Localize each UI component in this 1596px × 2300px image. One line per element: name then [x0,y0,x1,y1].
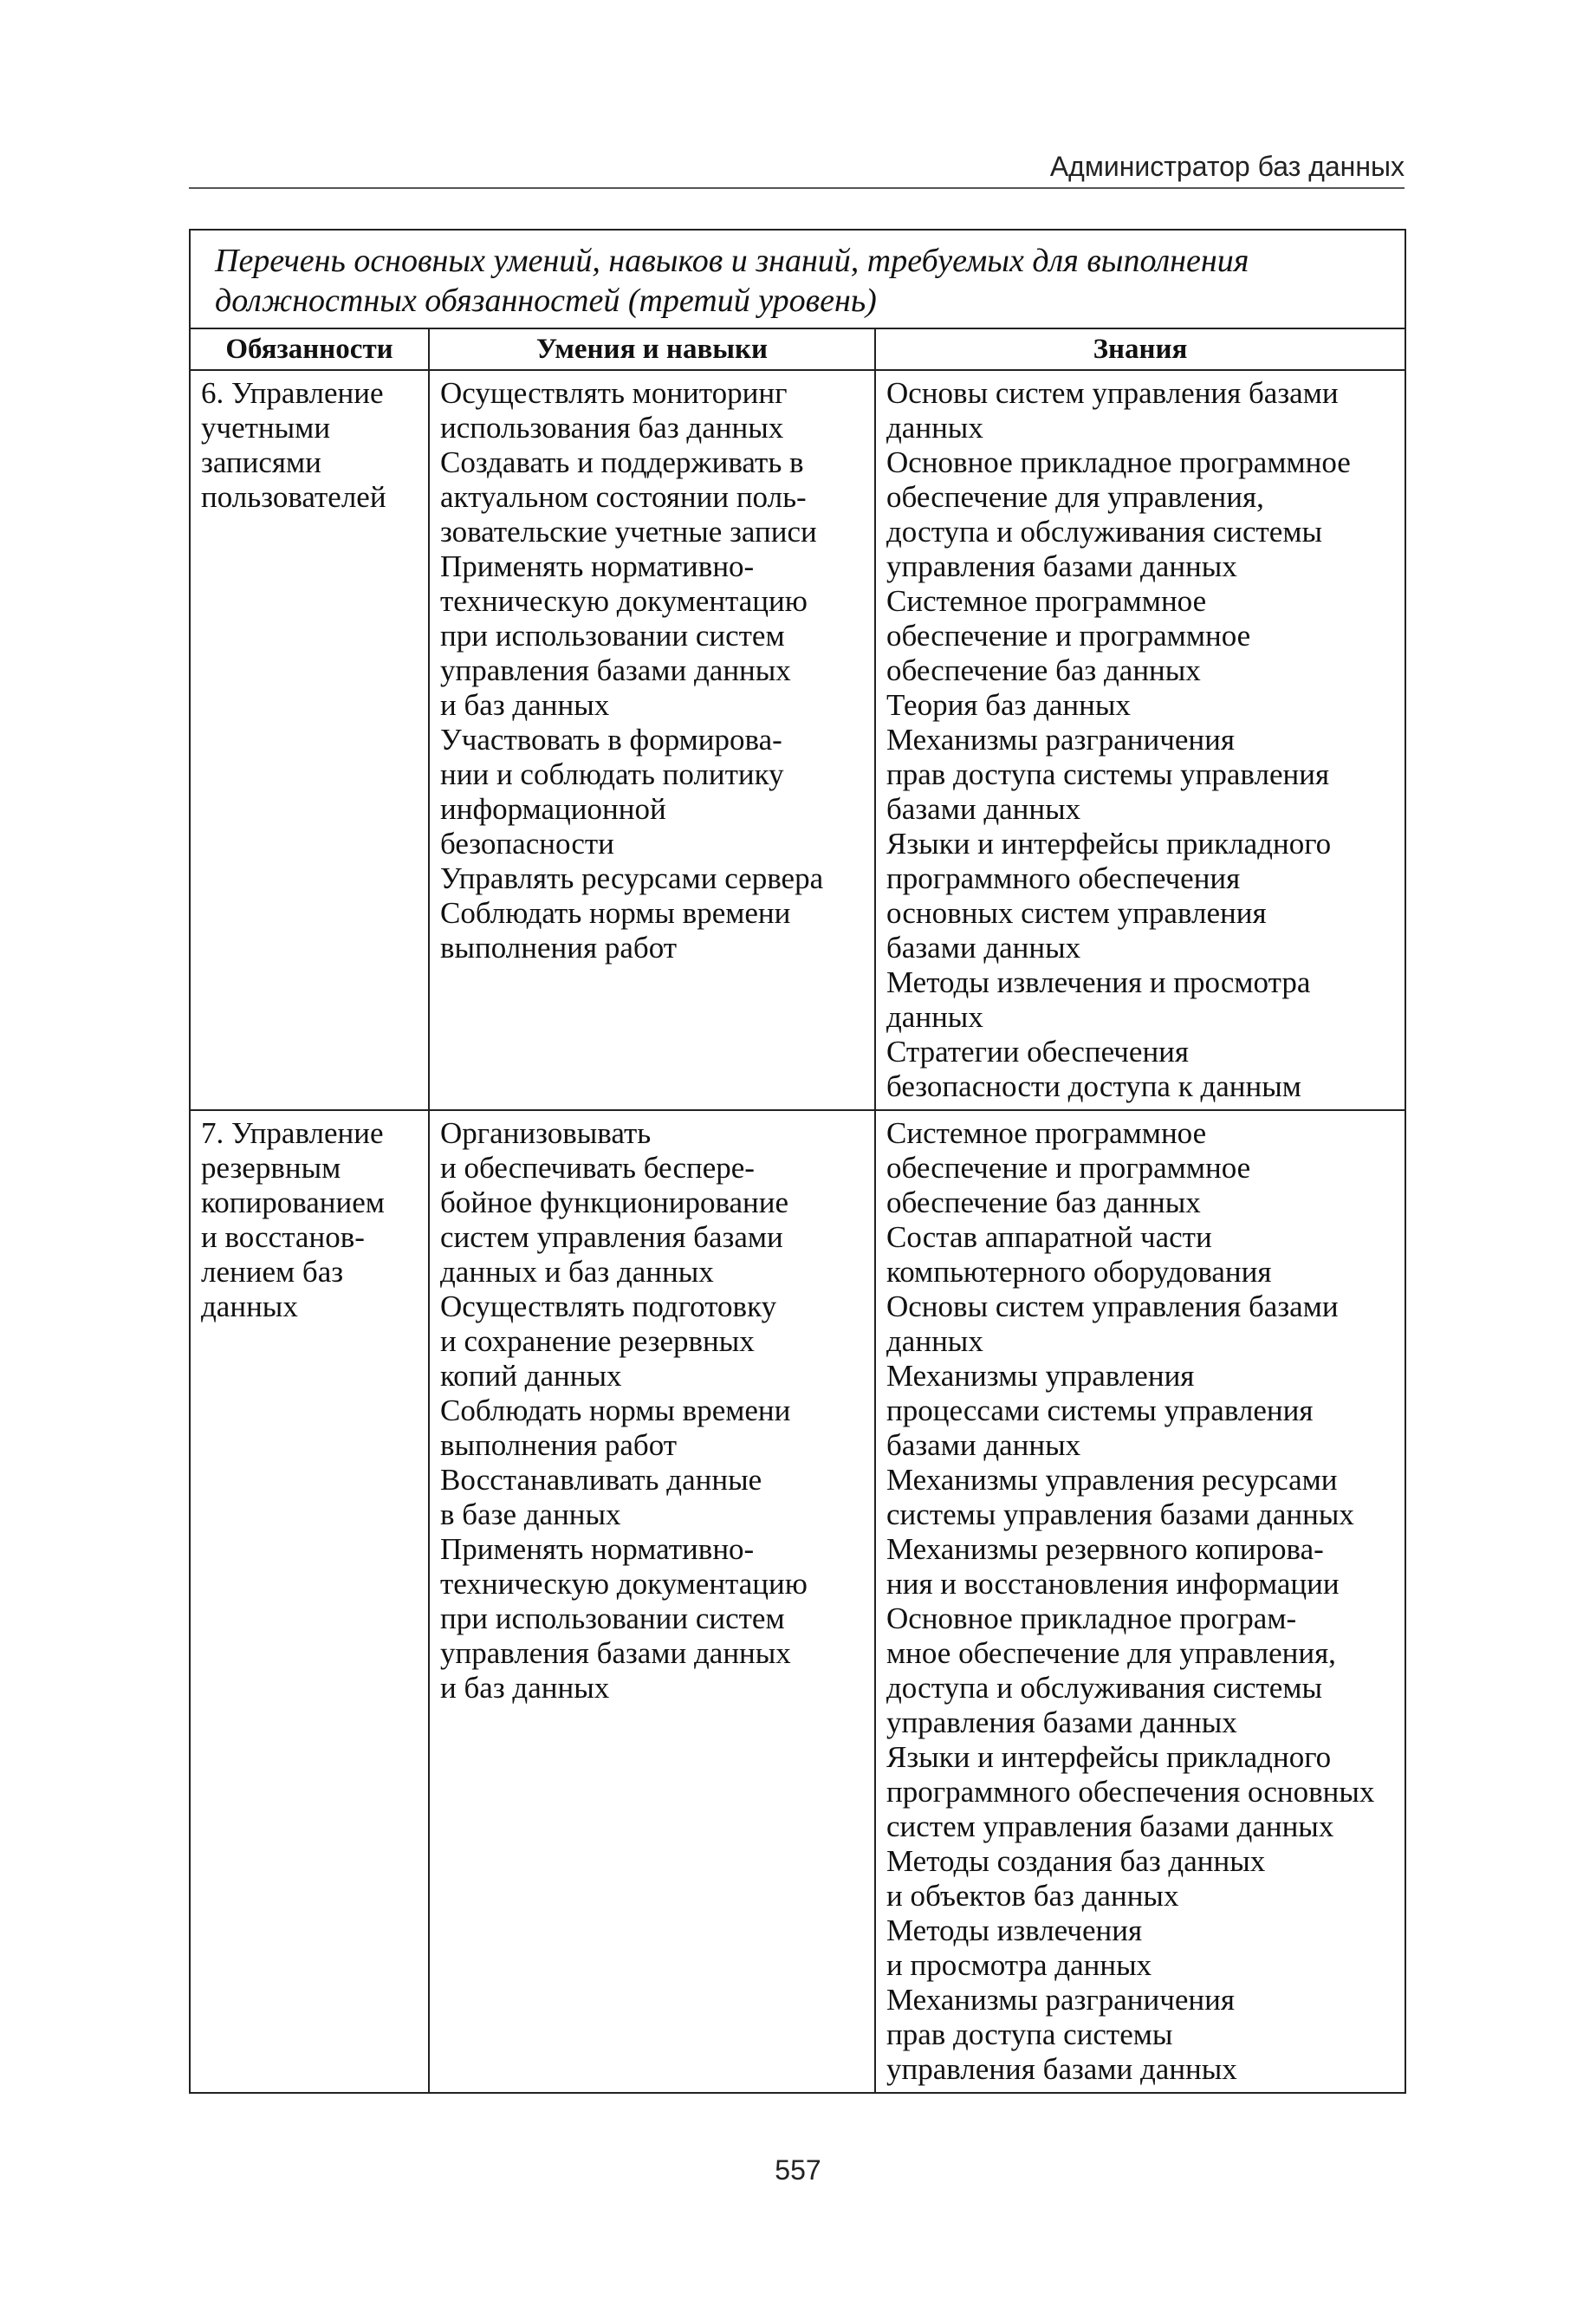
column-header-skills: Умения и навыки [429,328,875,370]
cell-line: управления базами данных [886,549,1237,583]
cell-line: Стратегии обеспечения [886,1035,1190,1069]
cell-line: доступа и обслуживания системы [886,515,1323,549]
knowledge-cell [875,370,1405,1110]
cell-line: Основы систем управления базами [886,376,1339,410]
cell-line: Механизмы управления [886,1359,1195,1393]
cell-line: обеспечение для управления, [886,480,1264,514]
cell-line: Основное прикладное програм- [886,1602,1297,1635]
cell-line: Осуществлять подготовку [440,1290,777,1323]
cell-line: копий данных [440,1359,622,1393]
cell-line: при использовании систем [440,1602,785,1635]
cell-line: Основное прикладное программное [886,445,1351,479]
duty-cell [190,370,429,1110]
cell-line: Создавать и поддерживать в [440,445,804,479]
cell-line: нии и соблюдать политику [440,757,784,791]
cell-line: систем управления базами [440,1220,783,1254]
cell-line: безопасности [440,827,614,861]
cell-line: выполнения работ [440,931,678,965]
cell-line: техническую документацию [440,584,808,618]
cell-line: безопасности доступа к данным [886,1069,1301,1103]
caption-row [190,230,1405,328]
cell-line: Системное программное [886,584,1207,618]
cell-line: Механизмы управления ресурсами [886,1463,1338,1497]
cell-line: лением баз [201,1255,344,1289]
cell-line: Механизмы разграничения [886,723,1235,757]
cell-line: Организовывать [440,1116,652,1150]
cell-line: компьютерного оборудования [886,1255,1272,1289]
cell-line: резервным [201,1151,341,1185]
cell-line: данных [886,1324,983,1358]
table-caption [190,230,1405,328]
table-row [190,370,1405,1110]
cell-line: актуальном состоянии поль- [440,480,807,514]
cell-line: Состав аппаратной части [886,1220,1212,1254]
cell-line: Системное программное [886,1116,1207,1150]
cell-line: системы управления базами данных [886,1498,1354,1531]
cell-line: при использовании систем [440,619,785,653]
cell-line: данных и баз данных [440,1255,714,1289]
cell-line: информационной [440,792,666,826]
page-header [189,146,1405,189]
cell-line: ния и восстановления информации [886,1567,1340,1601]
cell-line: в базе данных [440,1498,621,1531]
column-header-knowledge: Знания [875,328,1405,370]
cell-line: данных [886,1000,983,1034]
cell-line: и восстанов- [201,1220,365,1254]
table-row [190,1110,1405,2093]
cell-line: техническую документацию [440,1567,808,1601]
cell-line: программного обеспечения [886,861,1241,895]
cell-line: Основы систем управления базами [886,1290,1339,1323]
cell-line: управления базами данных [440,653,791,687]
cell-line: систем управления базами данных [886,1809,1334,1843]
cell-line: обеспечение баз данных [886,653,1201,687]
cell-line: базами данных [886,792,1081,826]
cell-line: использования баз данных [440,411,784,445]
running-title: Администратор баз данных [1049,151,1405,182]
cell-line: бойное функционирование [440,1186,789,1219]
cell-line: и баз данных [440,688,610,722]
cell-line: и сохранение резервных [440,1324,755,1358]
cell-line: учетными [201,411,331,445]
cell-line: управления базами данных [886,2052,1237,2086]
caption-line: должностных обязанностей (третий уровень) [215,283,877,319]
cell-line: 6. Управление [201,376,384,410]
cell-line: доступа и обслуживания системы [886,1671,1323,1705]
cell-line: Управлять ресурсами сервера [440,861,824,895]
cell-line: выполнения работ [440,1428,678,1462]
cell-line: записями [201,445,321,479]
cell-line: Теория баз данных [886,688,1131,722]
cell-line: и обеспечивать беспере- [440,1151,755,1185]
cell-line: Восстанавливать данные [440,1463,762,1497]
cell-line: Языки и интерфейсы прикладного [886,827,1332,861]
cell-line: Методы извлечения и просмотра [886,965,1311,999]
cell-line: и баз данных [440,1671,610,1705]
cell-line: зовательские учетные записи [440,515,817,549]
cell-line: основных систем управления [886,896,1267,930]
knowledge-cell [875,1110,1405,2093]
cell-line: Участвовать в формирова- [440,723,782,757]
page-number: 557 [775,2154,821,2186]
cell-line: Соблюдать нормы времени [440,1394,791,1427]
cell-line: управления базами данных [440,1636,791,1670]
duties-table [189,229,1406,2094]
column-header-row [190,328,1405,370]
cell-line: Применять нормативно- [440,1532,755,1566]
cell-line: прав доступа системы [886,2017,1173,2051]
column-header-duties: Обязанности [190,328,429,370]
cell-line: обеспечение баз данных [886,1186,1201,1219]
cell-line: Применять нормативно- [440,549,755,583]
duty-cell [190,1110,429,2093]
cell-line: Языки и интерфейсы прикладного [886,1740,1332,1774]
skills-cell [429,1110,875,2093]
cell-line: данных [886,411,983,445]
skills-cell [429,370,875,1110]
cell-line: Методы извлечения [886,1913,1143,1947]
cell-line: 7. Управление [201,1116,384,1150]
cell-line: обеспечение и программное [886,1151,1251,1185]
cell-line: данных [201,1290,298,1323]
cell-line: Осуществлять мониторинг [440,376,788,410]
cell-line: прав доступа системы управления [886,757,1330,791]
cell-line: обеспечение и программное [886,619,1251,653]
cell-line: Методы создания баз данных [886,1844,1266,1878]
cell-line: базами данных [886,1428,1081,1462]
cell-line: Механизмы разграничения [886,1983,1235,2017]
cell-line: копированием [201,1186,385,1219]
cell-line: процессами системы управления [886,1394,1314,1427]
cell-line: и объектов баз данных [886,1879,1179,1913]
cell-line: базами данных [886,931,1081,965]
cell-line: и просмотра данных [886,1948,1152,1982]
cell-line: мное обеспечение для управления, [886,1636,1336,1670]
cell-line: Механизмы резервного копирова- [886,1532,1324,1566]
cell-line: управления базами данных [886,1706,1237,1739]
cell-line: пользователей [201,480,386,514]
cell-line: программного обеспечения основных [886,1775,1375,1809]
cell-line: Соблюдать нормы времени [440,896,791,930]
caption-line: Перечень основных умений, навыков и знаний, требуемых для выполнения [215,243,1249,279]
